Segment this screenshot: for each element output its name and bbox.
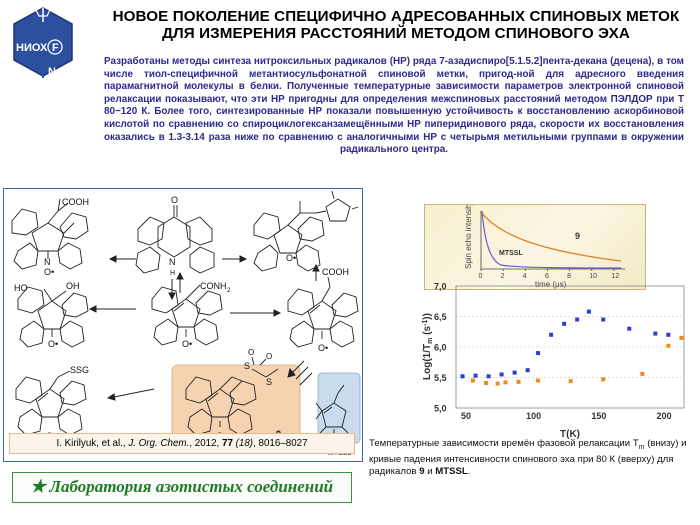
chart-ytick-label: 7,0 (434, 281, 447, 292)
lab-name: Лаборатория азотистых соединений (49, 477, 334, 496)
chart-ylabel: $Log(1/T_m$ $(s^{-1})$) (422, 313, 434, 380)
chart-point-mtssl (500, 372, 504, 376)
relaxation-chart (408, 280, 692, 440)
inset-xticks (479, 269, 620, 280)
chart-point-mtssl (487, 374, 491, 378)
structure-nhs-ester (254, 191, 358, 271)
chart-ytick-label: 6,0 (434, 342, 447, 353)
label-o-dot-e: O• (182, 339, 193, 349)
inset-label-mtssl: MTSSL (499, 250, 523, 257)
inset-xtick-label: 8 (567, 273, 572, 280)
chart-point-compound-9 (601, 377, 605, 381)
chart-point-mtssl (474, 374, 478, 378)
chart-point-mtssl (601, 318, 605, 322)
chart-point-mtssl (587, 310, 591, 314)
chart-point-mtssl (627, 327, 631, 331)
inset-xtick-label: 4 (522, 273, 527, 280)
chart-point-compound-9 (496, 382, 500, 386)
structure-cooh-unsaturated (288, 277, 358, 347)
label-s2: S (266, 377, 273, 387)
label-conh2-sub: 2 (227, 287, 231, 294)
chart-point-compound-9 (666, 344, 670, 348)
niokh-logo (6, 4, 80, 86)
figure-caption: Температурные зависимости времён фазовой релаксации $T_m$ (внизу) и кривые падения интенсивности спинового эха при 80 К (вверху) для радикалов 9 и MTSSL. (369, 438, 687, 477)
chart-point-mtssl (461, 374, 465, 378)
inset-xtick-label: 12 (611, 273, 620, 280)
star-icon: ✭ (30, 477, 46, 496)
label-conh2: CONH (200, 281, 227, 291)
chart-point-compound-9 (471, 379, 475, 383)
label-h: H (170, 270, 176, 277)
lab-banner (12, 472, 352, 503)
chart-point-mtssl (513, 371, 517, 375)
structure-ssg (16, 371, 86, 435)
chart-point-mtssl (526, 368, 530, 372)
label-s1: S (244, 361, 251, 371)
citation-year: , 2012, (189, 438, 222, 449)
inset-label-9: 9 (575, 231, 581, 241)
label-nh: N (169, 257, 176, 267)
chart-ytick-label: 6,5 (434, 312, 447, 322)
inset-xlabel: time (μs) (535, 280, 567, 289)
logo-text: НИОХ (16, 42, 48, 54)
label-cooh-mid: COOH (322, 267, 349, 277)
inset-xtick-label: 2 (500, 273, 505, 280)
citation-journal: J. Org. Chem. (128, 438, 190, 449)
chart-point-mtssl (653, 332, 657, 336)
label-n-a: N (44, 257, 51, 267)
structure-amide-center (152, 285, 222, 345)
chart-point-compound-9 (504, 380, 508, 384)
chart-point-compound-9 (679, 336, 683, 340)
citation-pages: , 8016–8027 (253, 438, 308, 449)
label-oh: OH (66, 281, 80, 291)
chart-xtick-label: 100 (526, 411, 542, 421)
label-o-dot-f: O• (318, 343, 329, 353)
citation-volume: 77 (222, 438, 233, 449)
abstract-text: Разработаны методы синтеза нитроксильных радикалов (НР) ряда 7-азадиспиро[5.1.5.2]пента-декана (децена), в том числе тиол-специфичной метантиосульфонатной спиновой метки, пригод-ной для адресного введения парамагнитной молекулы в белки. Полученные температурные зависимости параметров электронной спиновой релаксации показывают, что эти НР пригодны для определения межспиновых расстояний методом ПЭЛДОР при Т 80−120 К. Более того, синтезированные НР показали повышенную устойчивость к восстановлению аскорбиновой кислотой по сравнению со спироциклогексанзамещёнными НР пиперидинового ряда, скорости их восстановления оказались в 1.3-3.14 раза ниже по сравнению с аналогичными НР с четырьмя метильными группами в окружении радикального центра. (104, 56, 684, 156)
label-o-dot-c: O• (286, 253, 297, 263)
reaction-scheme (3, 188, 363, 462)
chart-point-compound-9 (484, 381, 488, 385)
title-line-2: ДЛЯ ИЗМЕРЕНИЯ РАССТОЯНИЙ МЕТОДОМ СПИНОВОГО ЭХА (162, 25, 630, 42)
label-ssg: SSG (70, 365, 90, 375)
inset-ylabel: Spin echo intensity (464, 205, 473, 269)
chart-ytick-label: 5,0 (434, 403, 447, 414)
label-cooh-top: COOH (62, 197, 89, 207)
label-o2: O (266, 352, 273, 361)
citation-authors: I. Kirilyuk, et al., (56, 438, 126, 449)
page-title (94, 8, 698, 42)
title-line-1: НОВОЕ ПОКОЛЕНИЕ СПЕЦИФИЧНО АДРЕСОВАННЫХ СПИНОВЫХ МЕТОК (112, 8, 680, 25)
chart-point-mtssl (549, 333, 553, 337)
chart-point-compound-9 (517, 380, 521, 384)
structure-dihydroxy (18, 287, 88, 347)
label-ketone-o: O (171, 195, 179, 205)
chart-point-mtssl (536, 351, 540, 355)
label-ho: HO (14, 283, 28, 293)
label-o1: O (248, 348, 255, 357)
chart-xtick-label: 200 (656, 411, 672, 421)
citation-issue: (18) (235, 438, 254, 449)
chart-point-mtssl (666, 333, 670, 337)
chart-point-mtssl (575, 318, 579, 322)
chart-ytick-label: 5,5 (434, 373, 447, 383)
chart-point-compound-9 (640, 372, 644, 376)
chart-point-compound-9 (569, 379, 573, 383)
logo-letter-f: F (52, 42, 59, 54)
label-o-dot-d: O• (48, 339, 59, 349)
chart-xtick-label: 50 (461, 411, 472, 421)
logo-letter-n: N (48, 66, 56, 78)
spin-echo-inset (424, 204, 646, 290)
citation-box (9, 433, 355, 454)
chart-xtick-label: 150 (591, 411, 607, 421)
chart-point-compound-9 (536, 379, 540, 383)
label-o-dot-a: O• (44, 267, 55, 277)
inset-xtick-label: 6 (544, 273, 549, 280)
inset-xtick-label: 0 (478, 273, 483, 280)
chart-point-mtssl (562, 322, 566, 326)
curve-mtssl (482, 211, 621, 268)
chart-xlabel: T(K) (560, 429, 580, 440)
inset-xtick-label: 10 (589, 273, 598, 280)
